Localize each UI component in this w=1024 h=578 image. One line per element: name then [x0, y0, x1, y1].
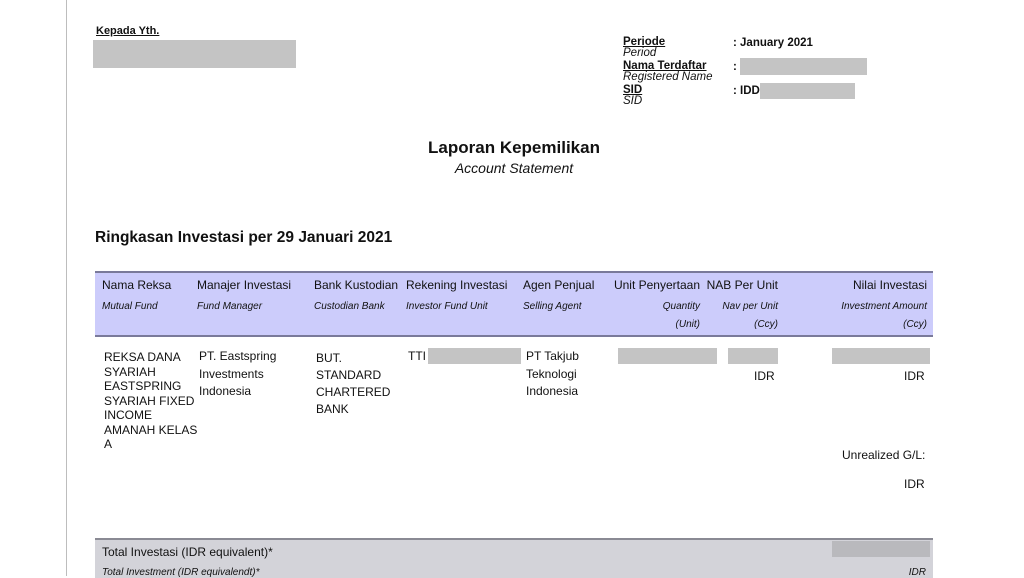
nav-redacted [728, 348, 778, 364]
cell-selling-agent: PT Takjub Teknologi Indonesia [526, 349, 579, 398]
cell-fund-manager: PT. Eastspring Investments Indonesia [199, 349, 277, 398]
units-redacted [618, 348, 717, 364]
col-header-nab: NAB Per Unit Nav per Unit [706, 278, 778, 312]
meta-sid-key: SID [623, 84, 643, 96]
unrealized-gl-ccy: IDR [904, 477, 925, 491]
page-left-border [66, 0, 67, 576]
col-header-bank: Bank Kustodian Custodian Bank [314, 278, 399, 312]
cell-amount-ccy: IDR [904, 369, 925, 383]
table-total-row [95, 538, 933, 578]
col-header-nama: Nama Reksa Mutual Fund [102, 278, 172, 312]
col-header-unit-suffix: (Unit) [675, 319, 700, 330]
meta-period-value: : January 2021 [733, 37, 813, 49]
col-header-nab-suffix: (Ccy) [754, 319, 778, 330]
col-header-nilai: Nilai Investasi Investment Amount [841, 278, 927, 312]
unrealized-gl-label: Unrealized G/L: [842, 448, 926, 462]
investor-account-redacted [428, 348, 521, 364]
meta-sid-key-en: SID [623, 95, 643, 107]
recipient-label: Kepada Yth. [96, 25, 160, 37]
cell-fund-name: REKSA DANA SYARIAH EASTSPRING SYARIAH FIXED INCOME AMANAH KELAS A [104, 350, 198, 451]
meta-period-key-en: Period [623, 47, 657, 59]
page-title: Laporan Kepemilikan [428, 138, 600, 157]
section-title: Ringkasan Investasi per 29 Januari 2021 [95, 229, 393, 246]
cell-nav-ccy: IDR [754, 369, 775, 383]
total-ccy: IDR [908, 567, 926, 578]
recipient-redacted [93, 40, 296, 68]
cell-custodian-bank: BUT. STANDARD CHARTERED BANK [316, 351, 391, 416]
meta-registered-name-key-en: Registered Name [623, 71, 713, 83]
sid-redacted [760, 83, 855, 99]
col-header-nilai-suffix: (Ccy) [903, 319, 927, 330]
meta-registered-name-value: : [733, 61, 737, 73]
total-redacted [832, 541, 930, 557]
registered-name-redacted [740, 58, 867, 75]
col-header-rekening: Rekening Investasi Investor Fund Unit [406, 278, 508, 312]
meta-sid-value: : IDD [733, 85, 760, 97]
total-label-en: Total Investment (IDR equivalendt)* [102, 567, 260, 578]
meta-registered-name-key: Nama Terdaftar [623, 60, 707, 72]
page-subtitle: Account Statement [454, 160, 574, 176]
total-label: Total Investasi (IDR equivalent)* [102, 545, 273, 559]
col-header-manajer: Manajer Investasi Fund Manager [197, 278, 292, 312]
amount-redacted [832, 348, 930, 364]
col-header-unit: Unit Penyertaan Quantity [613, 278, 700, 312]
table-header [95, 271, 933, 337]
col-header-agen: Agen Penjual Selling Agent [523, 278, 595, 312]
cell-investor-account: TTI [408, 349, 426, 363]
meta-period-key: Periode [623, 36, 666, 48]
